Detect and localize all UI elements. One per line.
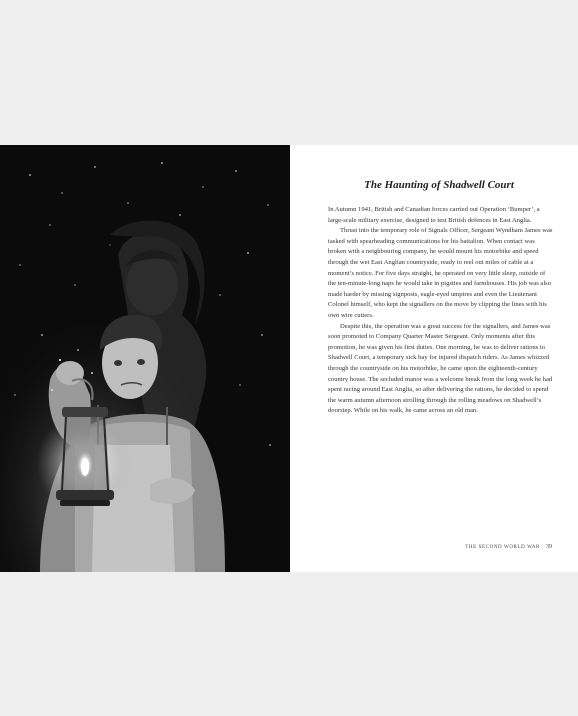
- running-footer: [465, 544, 552, 550]
- text-page: [290, 145, 578, 572]
- illustration-page: [0, 145, 290, 572]
- book-spread: [0, 145, 578, 572]
- paragraph-1: In Autumn 1941, British and Canadian forces carried out Operation ‘Bumper’, a large-scale military exercise, designed to test British defences in East Anglia.: [328, 206, 540, 224]
- paragraph-2: Thrust into the temporary role of Signals Officer, Sergeant Wyndham James was tasked with spearheading communications for his battalion. When contact was broken with a neighbouring company, he would mount his motorbike and speed through the wet East Anglian countryside, ready to reel out miles of cable at a moment’s notice. For five days straight, he operated on very little sleep, outside of the ten-minute-long naps he would take in pigsties and farmhouses. His job was also made harder by missing signposts, eagle-eyed umpires and even the Lieutenant Colonel himself, who kept the signallers on the move by clipping the lines with his own wire cutters.: [328, 227, 553, 319]
- illustration: [0, 145, 290, 572]
- body-text: [328, 205, 554, 417]
- page-number: 39: [546, 544, 552, 550]
- paragraph-3: Despite this, the operation was a great success for the signallers, and James was soon promoted to Company Quarter Master Sergeant. Only moments after this promotion, he was given his first duties. One morning, he was to deliver rations to Shadwell Court, a temporary sick bay for injured dispatch riders. As James whizzed through the countryside on his motorbike, he came upon the eighteenth-century country house. The secluded manor was a welcome break from the long week he had spent racing around East Anglia, so after delivering the rations, he decided to spend the warm autumn afternoon strolling through the rolling meadows on Shadwell’s doorstep. While on his walk, he came across an old man.: [328, 322, 553, 415]
- running-head: THE SECOND WORLD WAR: [465, 545, 540, 550]
- chapter-title: The Haunting of Shadwell Court: [364, 179, 514, 191]
